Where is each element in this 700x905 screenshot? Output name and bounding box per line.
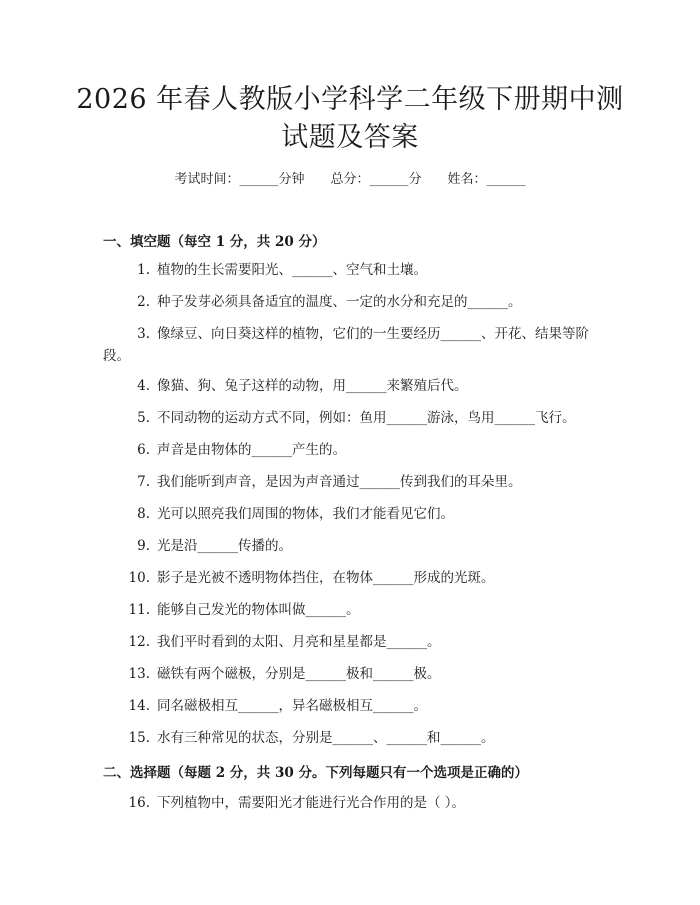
- question-text: 影子是光被不透明物体挡住，在物体______形成的光斑。: [157, 570, 495, 586]
- question-number: 11.: [128, 602, 150, 618]
- question-number: 7.: [137, 474, 150, 490]
- question-text: 光可以照亮我们周围的物体，我们才能看见它们。: [157, 506, 454, 522]
- exam-title-line-1: 2026 年春人教版小学科学二年级下册期中测: [76, 84, 624, 115]
- question-item: [103, 375, 603, 397]
- question-item: [103, 599, 603, 621]
- question-text: 像猫、狗、兔子这样的动物，用______来繁殖后代。: [157, 378, 468, 394]
- question-text: 磁铁有两个磁极，分别是______极和______极。: [157, 666, 441, 682]
- question-item: [103, 291, 603, 313]
- question-text: 我们能听到声音，是因为声音通过______传到我们的耳朵里。: [157, 474, 522, 490]
- question-text: 不同动物的运动方式不同，例如：鱼用______游泳，鸟用______飞行。: [157, 410, 576, 426]
- total-score-field: 总分：______分: [330, 172, 422, 187]
- question-number: 12.: [128, 634, 150, 650]
- question-text: 光是沿______传播的。: [157, 538, 292, 554]
- question-item: [103, 631, 603, 653]
- question-number: 9.: [137, 538, 150, 554]
- question-number: 5.: [137, 410, 150, 426]
- question-text: 像绿豆、向日葵这样的植物，它们的一生要经历______、开花、结果等阶: [157, 326, 589, 342]
- question-text: 水有三种常见的状态，分别是______、______和______。: [157, 730, 495, 746]
- question-item: [103, 727, 603, 749]
- question-text: 能够自己发光的物体叫做______。: [157, 602, 360, 618]
- question-item: [103, 471, 603, 493]
- question-number: 13.: [128, 666, 150, 682]
- question-item: [103, 439, 603, 461]
- question-text: 同名磁极相互______，异名磁极相互______。: [157, 698, 427, 714]
- question-number: 14.: [128, 698, 150, 714]
- question-text-continued: 段。: [103, 348, 130, 364]
- question-number: 1.: [137, 262, 150, 278]
- question-item: [103, 323, 603, 367]
- question-item: [103, 695, 603, 717]
- question-number: 16.: [128, 795, 150, 811]
- question-number: 15.: [128, 730, 150, 746]
- question-item: [103, 663, 603, 685]
- question-item: [103, 259, 603, 281]
- section-heading-multiple-choice: 二、选择题（每题 2 分，共 30 分。下列每题只有一个选项是正确的）: [103, 765, 528, 781]
- question-number: 4.: [137, 378, 150, 394]
- question-item: [103, 535, 603, 557]
- question-number: 10.: [128, 570, 150, 586]
- question-text: 声音是由物体的______产生的。: [157, 442, 346, 458]
- student-name-field: 姓名：______: [447, 172, 526, 187]
- question-number: 3.: [137, 326, 150, 342]
- question-number: 6.: [137, 442, 150, 458]
- question-item: [103, 567, 603, 589]
- question-item: [103, 792, 603, 814]
- question-item: [103, 407, 603, 429]
- question-number: 2.: [137, 294, 150, 310]
- question-text: 下列植物中，需要阳光才能进行光合作用的是（ ）。: [157, 795, 466, 811]
- exam-time-field: 考试时间：______分钟: [174, 172, 305, 187]
- exam-title-line-2: 试题及答案: [281, 122, 419, 153]
- question-text: 植物的生长需要阳光、______、空气和土壤。: [157, 262, 427, 278]
- question-text: 种子发芽必须具备适宜的温度、一定的水分和充足的______。: [157, 294, 522, 310]
- question-item: [103, 503, 603, 525]
- exam-info-line: [0, 168, 700, 187]
- question-text: 我们平时看到的太阳、月亮和星星都是______。: [157, 634, 441, 650]
- section-heading-fill-in: 一、填空题（每空 1 分，共 20 分）: [103, 234, 326, 250]
- question-number: 8.: [137, 506, 150, 522]
